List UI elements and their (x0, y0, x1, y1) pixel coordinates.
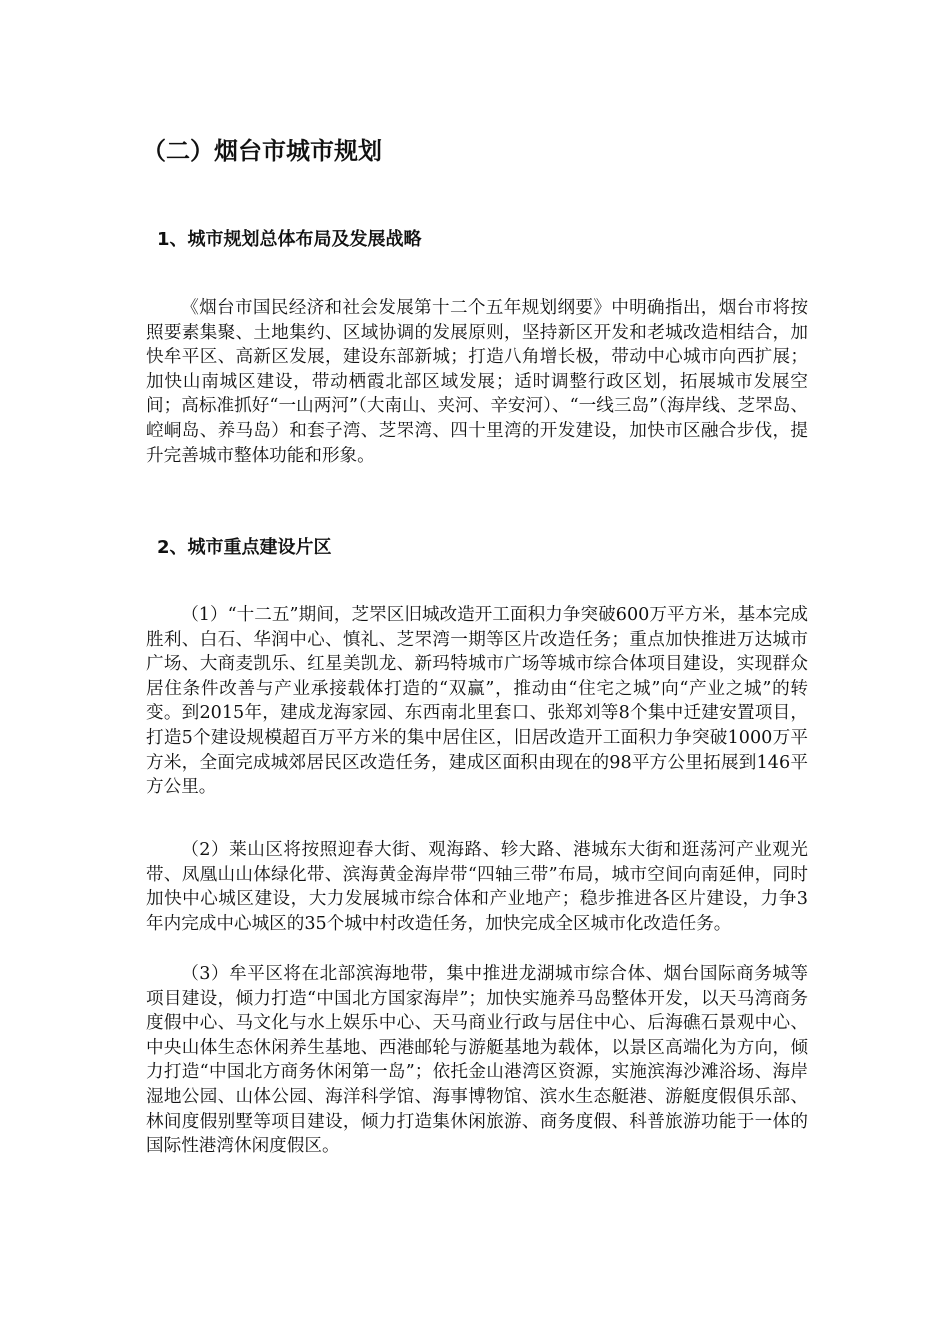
subsection-heading-key-areas: 2、城市重点建设片区 (157, 537, 332, 558)
paragraph-zhifu-district: （1）“十二五”期间，芝罘区旧城改造开工面积力争突破600万平方米，基本完成胜利、白石、华润中心、慎礼、芝罘湾一期等区片改造任务；重点加快推进万达城市广场、大商麦凯乐、红星美凯龙、新玛特城市广场等城市综合体项目建设，实现群众居住条件改善与产业承接载体打造的“双赢”，推动由“住宅之城”向“产业之城”的转变。到2015年，建成龙海家园、东西南北里套口、张郑刘等8个集中迁建安置项目，打造5个建设规模超百万平方米的集中居住区，旧居改造开工面积力争突破1000万平方米，全面完成城郊居民区改造任务，建成区面积由现在的98平方公里拓展到146平方公里。 (146, 605, 808, 798)
subsection-heading-layout-strategy: 1、城市规划总体布局及发展战略 (157, 229, 422, 250)
paragraph-laishan-district: （2）莱山区将按照迎春大街、观海路、轸大路、港城东大街和逛荡河产业观光带、凤凰山山体绿化带、滨海黄金海岸带“四轴三带”布局，城市空间向南延伸，同时加快中心城区建设，大力发展城市综合体和产业地产；稳步推进各区片建设，力争3年内完成中心城区的35个城中村改造任务，加快完成全区城市化改造任务。 (146, 840, 808, 934)
paragraph-five-year-plan: 《烟台市国民经济和社会发展第十二个五年规划纲要》中明确指出，烟台市将按照要素集聚、土地集约、区域协调的发展原则，坚持新区开发和老城改造相结合，加快牟平区、高新区发展，建设东部新城；打造八角增长极，带动中心城市向西扩展；加快山南城区建设，带动栖霞北部区域发展；适时调整行政区划，拓展城市发展空间；高标准抓好“一山两河”（大南山、夹河、辛安河）、“一线三岛”（海岸线、芝罘岛、崆峒岛、养马岛）和套子湾、芝罘湾、四十里湾的开发建设，加快市区融合步伐，提升完善城市整体功能和形象。 (146, 298, 808, 466)
section-title: （二）烟台市城市规划 (142, 137, 382, 165)
paragraph-muping-district: （3）牟平区将在北部滨海地带，集中推进龙湖城市综合体、烟台国际商务城等项目建设，倾力打造“中国北方国家海岸”；加快实施养马岛整体开发，以天马湾商务度假中心、马文化与水上娱乐中心、天马商业行政与居住中心、后海礁石景观中心、中央山体生态休闲养生基地、西港邮轮与游艇基地为载体，以景区高端化为方向，倾力打造“中国北方商务休闲第一岛”；依托金山港湾区资源，实施滨海沙滩浴场、海岸湿地公园、山体公园、海洋科学馆、海事博物馆、滨水生态艇港、游艇度假俱乐部、林间度假别墅等项目建设，倾力打造集休闲旅游、商务度假、科普旅游功能于一体的国际性港湾休闲度假区。 (146, 964, 808, 1157)
